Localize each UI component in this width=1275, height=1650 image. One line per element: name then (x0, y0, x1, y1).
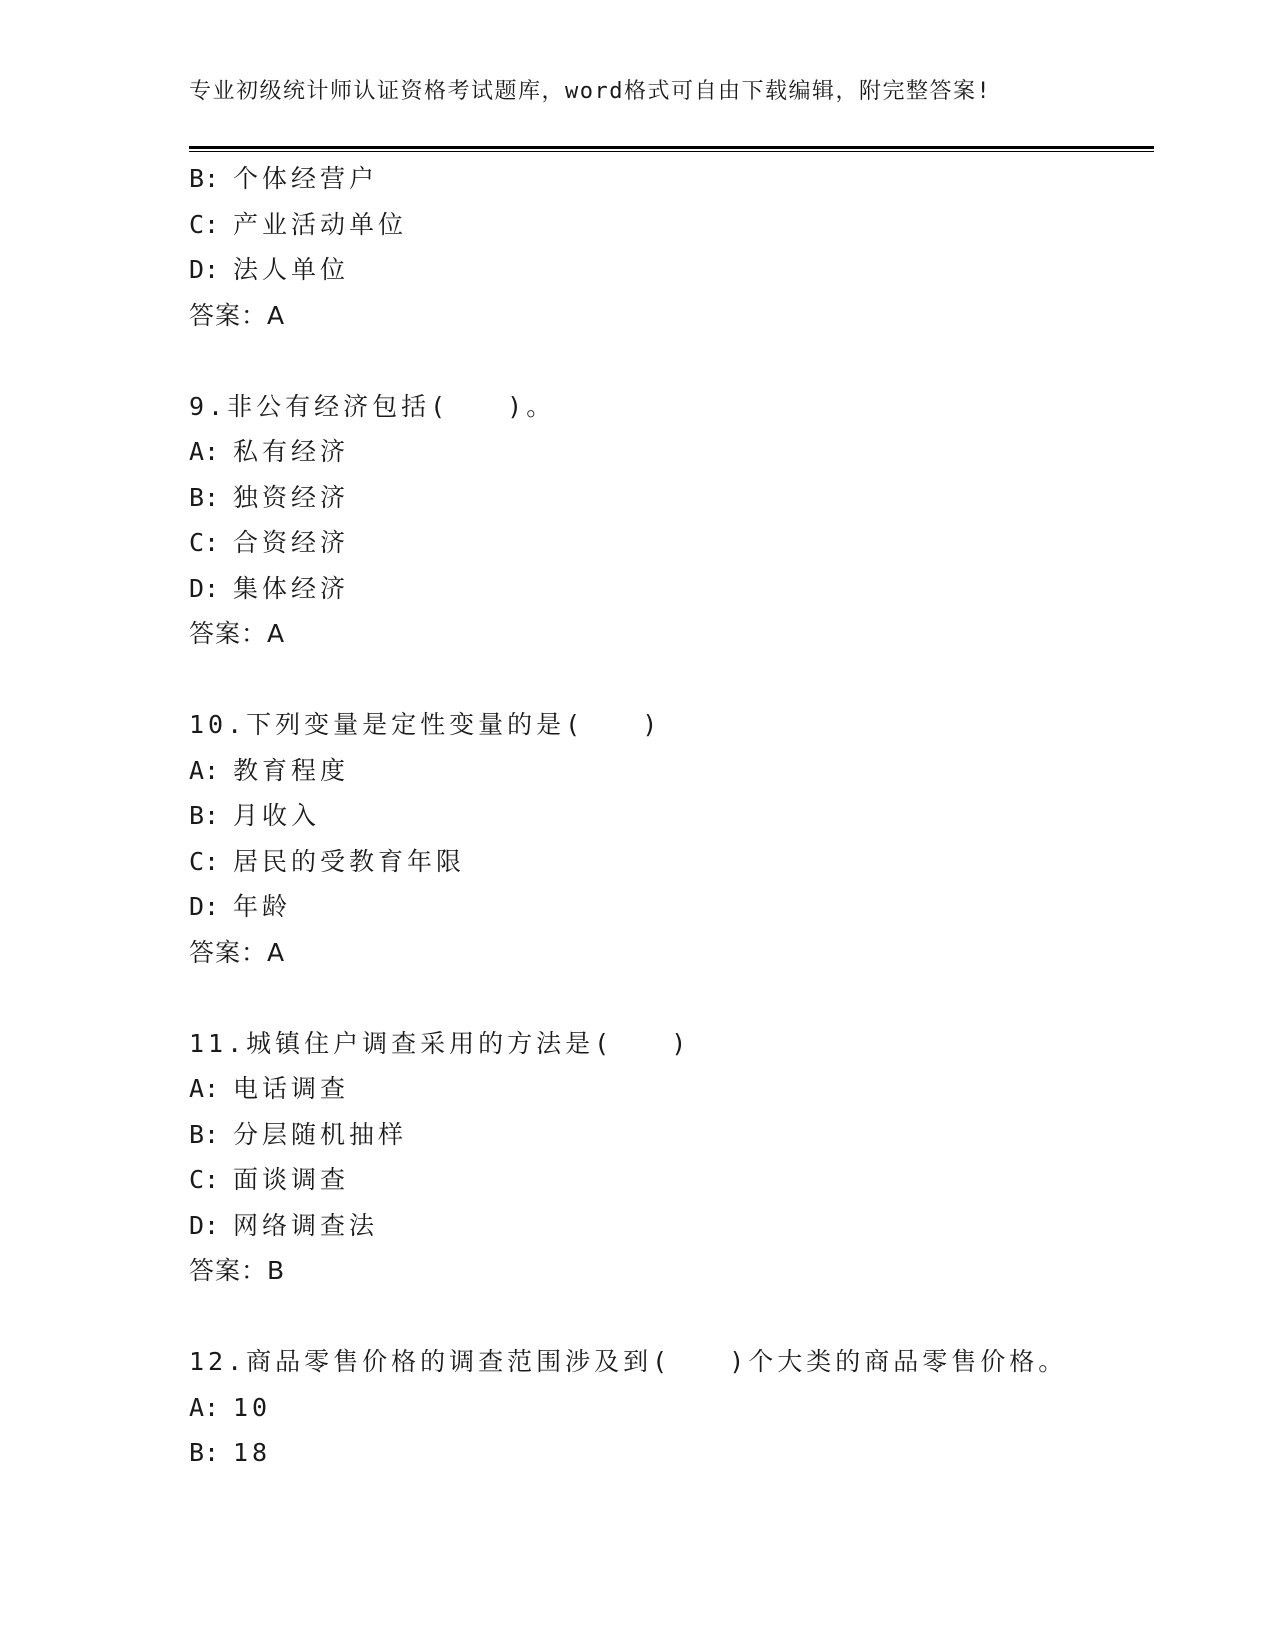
option-b (189, 1430, 1149, 1476)
option-text: 私有经济 (233, 437, 350, 466)
option-key: D: (189, 892, 220, 921)
option-key: B: (189, 164, 220, 193)
option-text: 年龄 (233, 892, 292, 921)
option-text: 合资经济 (233, 528, 350, 557)
option-text: 面谈调查 (233, 1165, 350, 1194)
option-key: C: (189, 1165, 220, 1194)
option-d (189, 884, 1149, 930)
spacer (189, 657, 1149, 703)
question-text: 11.城镇住户调查采用的方法是( ) (189, 1028, 691, 1058)
option-text: 居民的受教育年限 (233, 846, 466, 876)
option-a (189, 1066, 1149, 1112)
option-d (189, 566, 1149, 612)
option-text: 集体经济 (233, 573, 350, 603)
question-text: 12.商品零售价格的调查范围涉及到( )个大类的商品零售价格。 (189, 1347, 1068, 1376)
option-key: B: (189, 801, 220, 830)
option-c (189, 1157, 1149, 1203)
option-key: A: (189, 755, 220, 785)
question-block-11 (189, 1021, 1149, 1294)
option-c (189, 202, 1149, 248)
option-key: C: (189, 209, 220, 239)
option-a (189, 1385, 1149, 1431)
option-text: 法人单位 (233, 255, 350, 284)
option-text: 月收入 (233, 801, 321, 830)
question-text: 9.非公有经济包括( )。 (189, 391, 556, 421)
spacer (189, 338, 1149, 384)
answer-line: 答案：A (189, 937, 286, 967)
option-key: D: (189, 1210, 220, 1240)
option-d (189, 247, 1149, 293)
option-c (189, 520, 1149, 566)
header-divider-thick (189, 146, 1154, 149)
option-b (189, 156, 1149, 202)
question-block-12 (189, 1339, 1149, 1476)
option-text: 个体经营户 (233, 164, 379, 193)
question-list (189, 156, 1149, 1476)
question-block-8 (189, 156, 1149, 338)
option-key: D: (189, 573, 220, 603)
option-key: C: (189, 528, 220, 557)
option-key: D: (189, 255, 220, 284)
question-block-9 (189, 384, 1149, 657)
answer-line: 答案：B (189, 1256, 286, 1285)
answer-line: 答案：A (189, 619, 286, 648)
option-key: A: (189, 1074, 220, 1103)
option-text: 产业活动单位 (233, 209, 408, 239)
option-c (189, 839, 1149, 885)
option-key: A: (189, 437, 220, 466)
document-header: 专业初级统计师认证资格考试题库，word格式可自由下载编辑，附完整答案! (189, 79, 992, 104)
option-b (189, 793, 1149, 839)
option-key: B: (189, 1438, 220, 1467)
answer-line: 答案：A (189, 300, 286, 330)
option-key: B: (189, 482, 220, 512)
header-divider-thin (189, 151, 1154, 152)
option-key: A: (189, 1392, 220, 1422)
option-key: C: (189, 846, 220, 876)
option-text: 电话调查 (233, 1074, 350, 1103)
spacer (189, 975, 1149, 1021)
option-a (189, 429, 1149, 475)
option-key: B: (189, 1119, 220, 1149)
option-text: 18 (233, 1438, 272, 1467)
option-a (189, 748, 1149, 794)
option-text: 10 (233, 1392, 272, 1422)
option-text: 分层随机抽样 (233, 1119, 408, 1149)
option-b (189, 475, 1149, 521)
option-text: 独资经济 (233, 482, 350, 512)
question-block-10 (189, 702, 1149, 975)
option-d (189, 1203, 1149, 1249)
option-text: 网络调查法 (233, 1210, 379, 1240)
option-text: 教育程度 (233, 755, 350, 785)
option-b (189, 1112, 1149, 1158)
spacer (189, 1294, 1149, 1340)
question-text: 10.下列变量是定性变量的是( ) (189, 710, 662, 739)
